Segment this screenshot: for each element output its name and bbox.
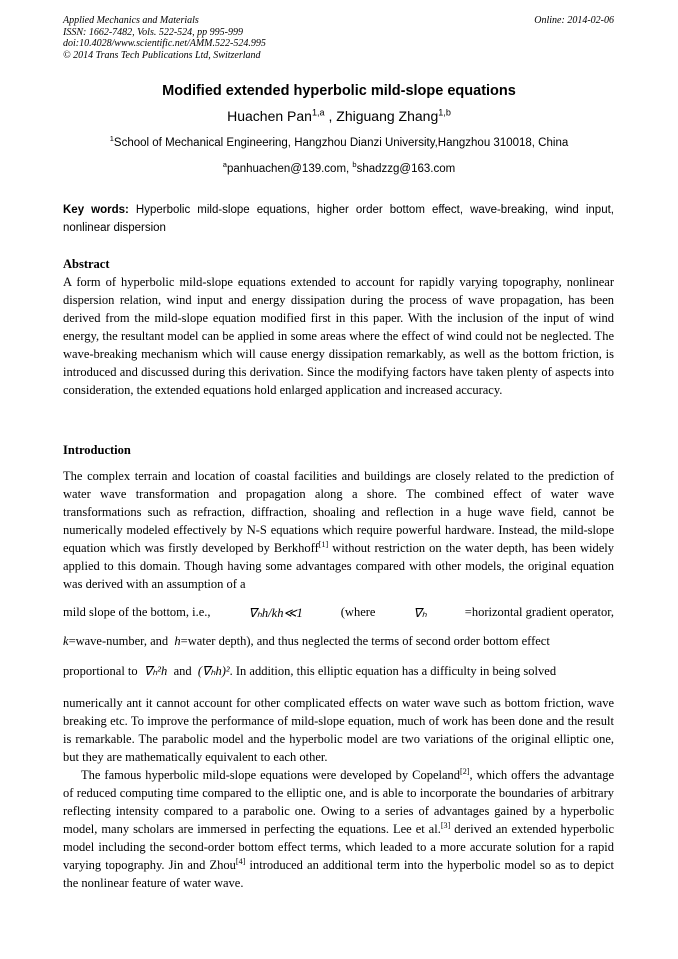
author-2-affil: 1,b — [438, 107, 451, 118]
proportional-text: proportional to — [63, 664, 138, 678]
paper-title: Modified extended hyperbolic mild-slope equations — [162, 83, 516, 99]
proportional-line — [63, 663, 614, 679]
citation-4: [4] — [235, 856, 246, 866]
k-symbol: k — [63, 634, 69, 648]
where-text: (where — [340, 605, 376, 619]
intro-p2-text-b: , which offers the advantage of reduced computing time compared to the elliptic one, and is able to incorporate the boundaries of arbitrary reflecting intensity compared to a parabolic one. Owing to a series of advantages gained by a hyperbolic model, many scholars are immersed in perfecting the equations. Lee et al. — [63, 768, 614, 836]
mild-slope-text: mild slope of the bottom, i.e., — [63, 605, 211, 619]
author-2: Zhiguang Zhang — [336, 108, 439, 124]
citation-1: [1] — [318, 539, 329, 549]
author-1: Huachen Pan — [227, 108, 312, 124]
keywords-text: Hyperbolic mild-slope equations, higher order bottom effect, wave-breaking, wind input, nonlinear dispersion — [63, 204, 614, 234]
intro-paragraph-1-cont: numerically ant it cannot account for other complicated effects on water wave such as bottom friction, wave breaking etc. To improve the performance of mild-slope equation, much of work has been done and the result is remarkable. The parabolic model and the hyperbolic model are two variations of the original elliptic one, but they are mathematically equivalent to each other. — [63, 696, 614, 764]
keywords — [63, 202, 614, 237]
issn: ISSN: 1662-7482, Vols. 522-524, pp 995-999 — [63, 26, 243, 38]
copyright: © 2014 Trans Tech Publications Ltd, Switzerland — [63, 49, 261, 61]
affiliation-mark: 1 — [109, 134, 114, 144]
k-description: =wave-number, and — [68, 634, 169, 648]
h-symbol: h — [174, 634, 181, 648]
citation-2: [2] — [460, 766, 470, 776]
mild-slope-line — [63, 605, 614, 621]
keywords-label: Key words: — [63, 204, 129, 216]
mild-slope-condition: ∇ₕh/kh≪1 — [248, 606, 303, 620]
intro-p2-text-d: introduced an additional term into the hyperbolic model so as to depict the nonlinear feature of water wave. — [63, 858, 615, 890]
wave-number-line — [63, 634, 614, 649]
intro-p2-text-a: The famous hyperbolic mild-slope equations were developed by Copeland — [81, 768, 461, 782]
journal-name: Applied Mechanics and Materials — [63, 15, 199, 26]
author-separator: , — [324, 108, 337, 124]
intro-p2-text-c: derived an extended hyperbolic model including the second-order bottom effect terms, which leaded to a more accurate solution for a rapid varying topography. Jin and Zhou — [63, 822, 614, 872]
affiliation-text: School of Mechanical Engineering, Hangzhou Dianzi University,Hangzhou 310018, China — [113, 137, 569, 149]
and-text: and — [173, 664, 192, 678]
h-description: =water depth), and thus neglected the terms of second order bottom effect — [180, 634, 550, 648]
gradient-squared-term: (∇ₕh)² — [197, 664, 230, 678]
email-a: panhuachen@139.com, — [226, 163, 353, 175]
gradient-operator-symbol: ∇ₕ — [413, 606, 427, 620]
intro-p1-text-b: without restriction on the water depth, has been widely applied to this domain. Though having some advantages compared with other models, the original equation was derived with an assumption of a — [63, 541, 614, 591]
journal-header — [63, 15, 266, 61]
gradient-description: =horizontal gradient operator, — [464, 605, 614, 619]
affiliation — [0, 134, 678, 149]
abstract-heading: Abstract — [63, 257, 110, 271]
email-b: shadzzg@163.com — [356, 163, 456, 175]
doi: doi:10.4028/www.scientific.net/AMM.522-524.995 — [63, 38, 266, 49]
intro-paragraph-1 — [63, 467, 614, 593]
email-b-mark: b — [352, 160, 357, 170]
email-line — [0, 160, 678, 175]
introduction-heading: Introduction — [63, 443, 131, 457]
author-line — [0, 108, 678, 124]
abstract-text: A form of hyperbolic mild-slope equations extended to account for rapidly varying topography, nonlinear dispersion relation, wind input and energy dissipation during the process of wave propagation, has been derived from the mild-slope equation modified first in this paper. With the inclusion of the input of wind energy, the resultant model can be applied in some areas where the effect of wind could not be neglected. The wave-breaking mechanism which will cause energy dissipation remarkably, as well as the bottom friction, is introduced and discussed during this derivation. Since the modifying factors have taken plenty of aspects into consideration, the extended equations hold enlarged application and increased accuracy. — [63, 275, 614, 397]
citation-3: [3] — [440, 820, 451, 830]
author-1-affil: 1,a — [311, 107, 325, 118]
elliptic-difficulty-text: . In addition, this elliptic equation has a difficulty in being solved — [229, 664, 557, 678]
laplacian-term: ∇ₕ²h — [143, 664, 168, 678]
intro-p1-text-a: The complex terrain and location of coastal facilities and buildings are closely related to the prediction of water wave transformation and propagation along a shore. The combined effect of water wave transformations such as refraction, diffraction, shoaling and reflection in a huge wave field, cannot be numerically modeled effectively by N-S equations which require powerful hardware. Instead, the mild-slope equation which was firstly developed by Berkhoff — [63, 469, 614, 555]
email-a-mark: a — [222, 160, 227, 170]
online-date: Online: 2014-02-06 — [534, 15, 614, 26]
intro-paragraph-2 — [63, 766, 614, 892]
